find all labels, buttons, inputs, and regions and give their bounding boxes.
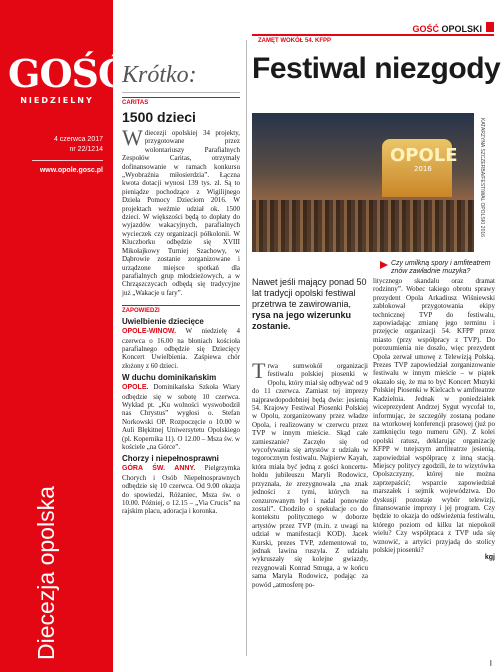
sidebar (0, 0, 128, 672)
news-text: diecezji opolskiej 34 projekty, przygotowane przez wolontariuszy Parafialnych Zespołów Caritas, otrzymały dofinansowanie w ramach konkursu „Wyobraźnia miłosierdzia”. Łączna kwota dotacji wynosi 139 tys. zł. Są to pieniądze pochodzące z Wigilijnego Dzieła Pomocy Dzieciom 2016. W projektach weźmie udział ok. 1500 dzieci. W większości będą to dopłaty do wyjazdów wakacyjnych, parafialnych wycieczek czy organizacji półkolonii. W Kluczborku odbędzie się XVIII Mikołajkowy Turniej Szachowy, w Dąbrowie zostanie zorganizowane i urządzone miejsce spotkań dla parafialnych grup młodzieżowych, a w Chrząszczycach odbędą się tradycyjne już „Wakacje u fary”. (122, 129, 240, 297)
announcement-location: OPOLE. (122, 384, 149, 392)
masthead (412, 24, 482, 34)
announcement-body (122, 327, 240, 370)
short-news-column (122, 62, 240, 516)
issue-number: nr 22/1214 (69, 146, 103, 153)
masthead-part2: OPOLSKI (441, 24, 482, 34)
sidebar-divider (32, 160, 103, 161)
news-body (122, 125, 240, 297)
article-headline: Festiwal niezgody (252, 52, 501, 85)
article-paragraph: litycznego skandalu oraz dramat rodzinny”. Wobec takiego obrotu sprawy prezydent Opola Arkadiusz Wiśniewski zablokował przygotowania ekipy technicznej TVP do festiwalu, zapowiadając zmianę jego terminu i przejęcie organizacji 54. KFPP przez miasto (przy współpracy z TVP). Do porozumienia nie doszło, więc prezydent Opola zerwał umowę z Telewizją Polską. Prezes TVP zapowiedział zorganizowanie festiwalu w innym mieście – w piątek okazało się, że ma to być Koncert Muzyki Polskiej Piosenki w Kielcach w amfiteatrze Kadzielnia. Jednak w poniedziałek wiceprezydent Andrzej Sygut wycofał to, informując, że szczegóły zostaną podane na wtorkowej konferencji prasowej (już po zamknięciu tego numeru GN). Z kolei opolski ratusz, deklarując organizację KFPP w tutejszym amfiteatrze jesienią, zapowiedział współpracę z inną stacją. Miejscy politycy zgodzili, że to wizytówka Opolszczyzny, której nie można zaprzepaścić; wsparcie zapowiedział marszałek i sejmik województwa. Do dyskusji pozostaje wybór telewizji, finansowanie imprezy i jej program. Czy będzie to okazja do odświeżenia festiwalu, którego poziom od kilku lat niepokoił wielu? Czy współpraca z TVP uda się wznowić, a artyści przyjadą do stolicy polskiej piosenki? (373, 277, 495, 554)
website-link[interactable]: www.opole.gosc.pl (39, 167, 103, 174)
column-rule (246, 40, 247, 656)
caption-text: Czy umilkną spory i amfiteatrem znów zawładnie muzyka? (391, 260, 491, 275)
logo: GOŚĆ (8, 51, 128, 96)
lead-bold: rysa na jego wizerunku zostanie. (252, 310, 352, 331)
article-body-left (252, 358, 368, 589)
photo-credit-text: KATARZYNA SZCZERBA/FESTIWAL OPOLSKI 2016 (479, 118, 485, 237)
article-body-right (373, 277, 495, 561)
announcement-heading: Uwielbienie dziecięce (122, 317, 204, 327)
announcement-text: Pielgrzymka Chorych i Osób Niepełnosprawnych odbędzie się 10 czerwca. Od 9.00 okazja do spowiedzi, Różaniec, Msza św. o 10.00. Później, o 12.15 – „Via Crucis” na rajskim placu, adoracja i koronka. (122, 464, 240, 516)
stage-sign: OPOLE (390, 145, 458, 166)
announcement-text: Dominikańska Szkoła Wiary odbędzie się w sobotę 10 czerwca. Wykład pt. „Ku wolności wyswobodził nas Chrystus” wygłosi o. Stefan Norkowski OP. Rozpoczęcie o 10.00 w Auli Błękitnej Uniwersytetu Opolskiego (pl. Kopernika 11). O 12.00 – Msza św. w kościele „na Górce”. (122, 383, 240, 451)
news-heading: 1500 dzieci (122, 109, 196, 125)
announcement-body (122, 464, 240, 515)
announcement-body (122, 383, 240, 451)
stage-sign-year: 2016 (414, 165, 432, 173)
article-signature: kgj (484, 554, 495, 562)
article-paragraph (252, 358, 368, 589)
crowd (252, 200, 474, 252)
festival-photo (252, 113, 474, 252)
dropcap: T (252, 358, 266, 383)
announcement-heading: Chorzy i niepełnosprawni (122, 454, 219, 464)
caption-arrow-icon (380, 261, 388, 269)
photo-caption (380, 260, 492, 276)
masthead-part1: GOŚĆ (412, 24, 439, 34)
section-label-zapowiedzi: ZAPOWIEDZI (122, 305, 240, 314)
issue-date: 4 czerwca 2017 (53, 136, 103, 143)
announcement-location: OPOLE-WINOW. (122, 328, 177, 336)
lead-text: Nawet jeśli mający ponad 50 lat tradycji opolski festiwal przetrwa te zawirowania, (252, 277, 367, 309)
dropcap: W (122, 125, 143, 150)
section-label-caritas: CARITAS (122, 97, 240, 106)
top-rule (252, 34, 494, 36)
masthead-square (486, 22, 494, 32)
announcement-text: W niedzielę 4 czerwca o 16.00 na błoniach kościoła parafialnego odbędzie się Dziecięcy Koncert Uwielbienia. Zaśpiewa chór złożony z 60 dzieci. (122, 327, 240, 370)
announcement-heading: W duchu dominikańskim (122, 373, 217, 383)
logo-subtitle: NIEDZIELNY (20, 96, 94, 105)
article-tag: ZAMĘT WOKÓŁ 54. KFPP (258, 38, 332, 44)
photo-credit (478, 118, 486, 248)
page-number: I (489, 659, 492, 668)
section-title: Diecezja opolska (33, 486, 59, 660)
short-news-title: Krótko: (122, 62, 240, 93)
announcement-location: GÓRA ŚW. ANNY. (122, 465, 196, 473)
article-text: rwa sumwokół organizacji festiwalu polskiej piosenki w Opolu, który miał się odbywać od 9 do 11 czerwca. Zamiast tej imprezy najprawdopodobniej będą dwie: jesienią 54. Krajowy Festiwal Piosenki Polskiej w Opolu, zorganizowany przez władze Opola, i realizowany w czerwcu przez TVP w innym mieście. Skąd całe zamieszanie? Zaczęło się od wycofywania się artystów z udziału w tegorocznym festiwalu. Najpierw Kayah, która miała być jedną z gości koncertu-hołdu jubileuszu Maryli Rodowicz, przyznała, że zrezygnowała „na znak jedności z tymi, których na cenzurowanym był i nadal ponownie zostali”. Chodziło o spekulacje co do kontekstu politycznego w doborze artystów przez TVP (m.in. z uwagi na udział w manifestacji KOD). Jacek Kurski, prezes TVP, zdementował to, jednak lawina ruszyła. Z udziału wykruszały się kolejne gwiazdy, rezygnowali Konrad Smuga, a w końcu sama Maryla Rodowicz, podając za powód „atmosferę po- (252, 362, 368, 589)
article-lead (252, 277, 368, 332)
